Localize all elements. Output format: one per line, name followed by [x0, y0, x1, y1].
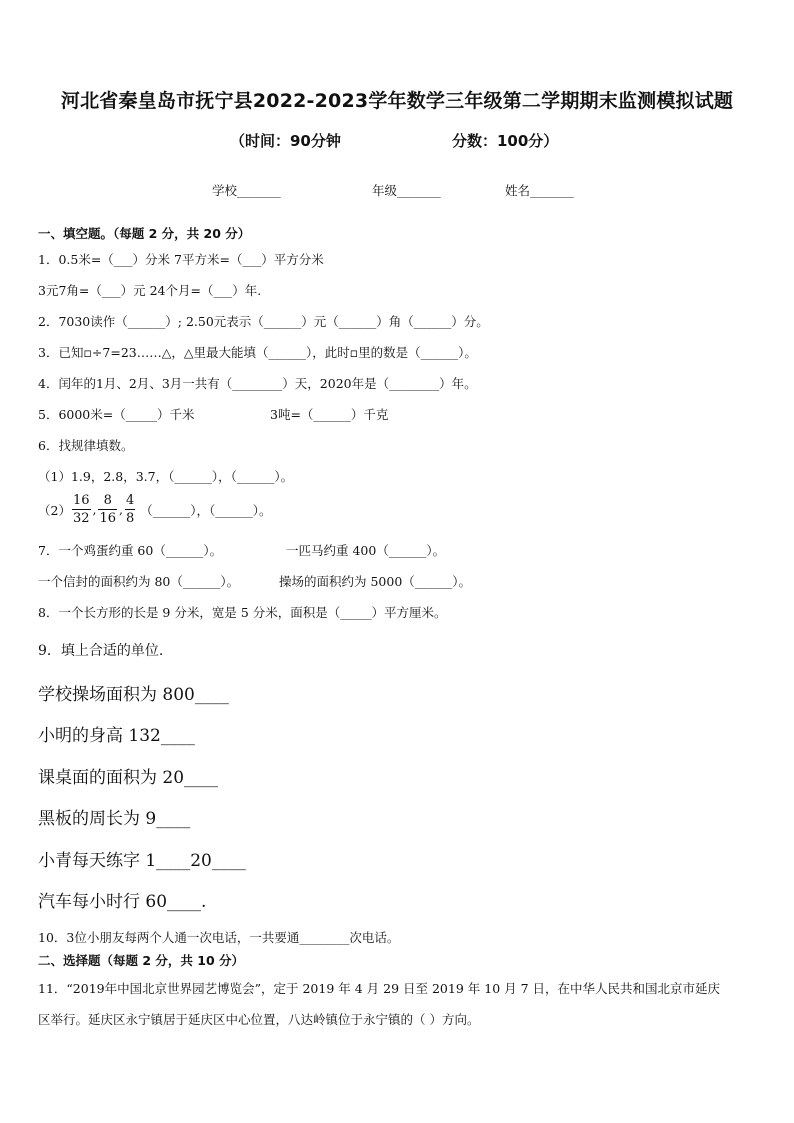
exam-score: 分数：100分） [452, 132, 559, 150]
grade-field: 年级_______ [372, 183, 441, 198]
section-1-title: 一、填空题。（每题 2 分，共 20 分） [38, 226, 251, 241]
unit-item: 汽车每小时行 60____. [38, 892, 207, 912]
question-7c: 一个信封的面积约为 80（______）。 [38, 574, 240, 589]
unit-item: 学校操场面积为 800____ [38, 685, 229, 705]
question-6-1: （1）1.9，2.8，3.7，（______），（______）。 [38, 469, 294, 484]
question-7a: 7．一个鸡蛋约重 60（______）。 [38, 543, 223, 558]
school-field: 学校_______ [212, 183, 281, 198]
unit-item: 课桌面的面积为 20____ [38, 768, 219, 788]
question-6-2: （2） $\frac{16}{32}$ , $\frac{8}{16}$ , $\frac{4}{8}$ （______），（______）。 [38, 493, 272, 526]
question-11-line-2: 区举行。延庆区永宁镇居于延庆区中心位置，八达岭镇位于永宁镇的（ ）方向。 [38, 1012, 480, 1027]
fraction-1-numerator: 16 [72, 493, 90, 508]
question-6-2-prefix: （2） [38, 502, 71, 518]
question-2: 2．7030读作（______）; 2.50元表示（______）元（______）角（______）分。 [38, 314, 489, 329]
section-2-title: 二、选择题（每题 2 分，共 10 分） [38, 953, 245, 968]
question-3: 3．已知▫÷7=23……△，△里最大能填（______），此时▫里的数是（______）。 [38, 345, 477, 360]
exam-time: （时间：90分钟 [230, 132, 341, 150]
question-5a: 5．6000米=（_____）千米 [38, 407, 195, 422]
question-6: 6．找规律填数。 [38, 438, 134, 453]
fraction-2 [98, 492, 117, 527]
question-8: 8．一个长方形的长是 9 分米，宽是 5 分米，面积是（_____）平方厘米。 [38, 605, 447, 620]
question-1a: 1．0.5米=（___）分米 7平方米=（___）平方分米 [38, 252, 324, 267]
question-11-line-1: 11．“2019年中国北京世界园艺博览会”，定于 2019 年 4 月 29 日至 2019 年 10 月 7 日，在中华人民共和国北京市延庆 [38, 981, 721, 996]
question-4: 4．闰年的1月、2月、3月一共有（________）天，2020年是（________）年。 [38, 376, 477, 391]
fraction-3-denominator: 8 [126, 511, 135, 526]
fraction-3 [125, 492, 135, 527]
question-5b: 3吨=（______）千克 [270, 407, 389, 422]
fraction-1 [72, 492, 91, 527]
question-7d: 操场的面积约为 5000（______）。 [279, 574, 472, 589]
question-1b: 3元7角=（___）元 24个月=（___）年. [38, 283, 262, 298]
unit-item: 黑板的周长为 9____ [38, 809, 191, 829]
question-9: 9．填上合适的单位. [38, 643, 164, 659]
name-field: 姓名_______ [505, 183, 574, 198]
fraction-2-denominator: 16 [99, 511, 117, 526]
fraction-2-numerator: 8 [98, 492, 117, 510]
question-10: 10．3位小朋友每两个人通一次电话，一共要通________次电话。 [38, 930, 400, 945]
fraction-3-numerator: 4 [126, 493, 135, 508]
question-7b: 一匹马约重 400（______）。 [286, 543, 446, 558]
unit-item: 小明的身高 132____ [38, 726, 195, 746]
fraction-1-denominator: 32 [72, 511, 90, 526]
question-6-2-suffix: （______），（______）。 [140, 502, 272, 518]
unit-item: 小青每天练字 1____20____ [38, 851, 246, 871]
exam-title: 河北省秦皇岛市抚宁县2022-2023学年数学三年级第二学期期末监测模拟试题 [60, 90, 734, 112]
